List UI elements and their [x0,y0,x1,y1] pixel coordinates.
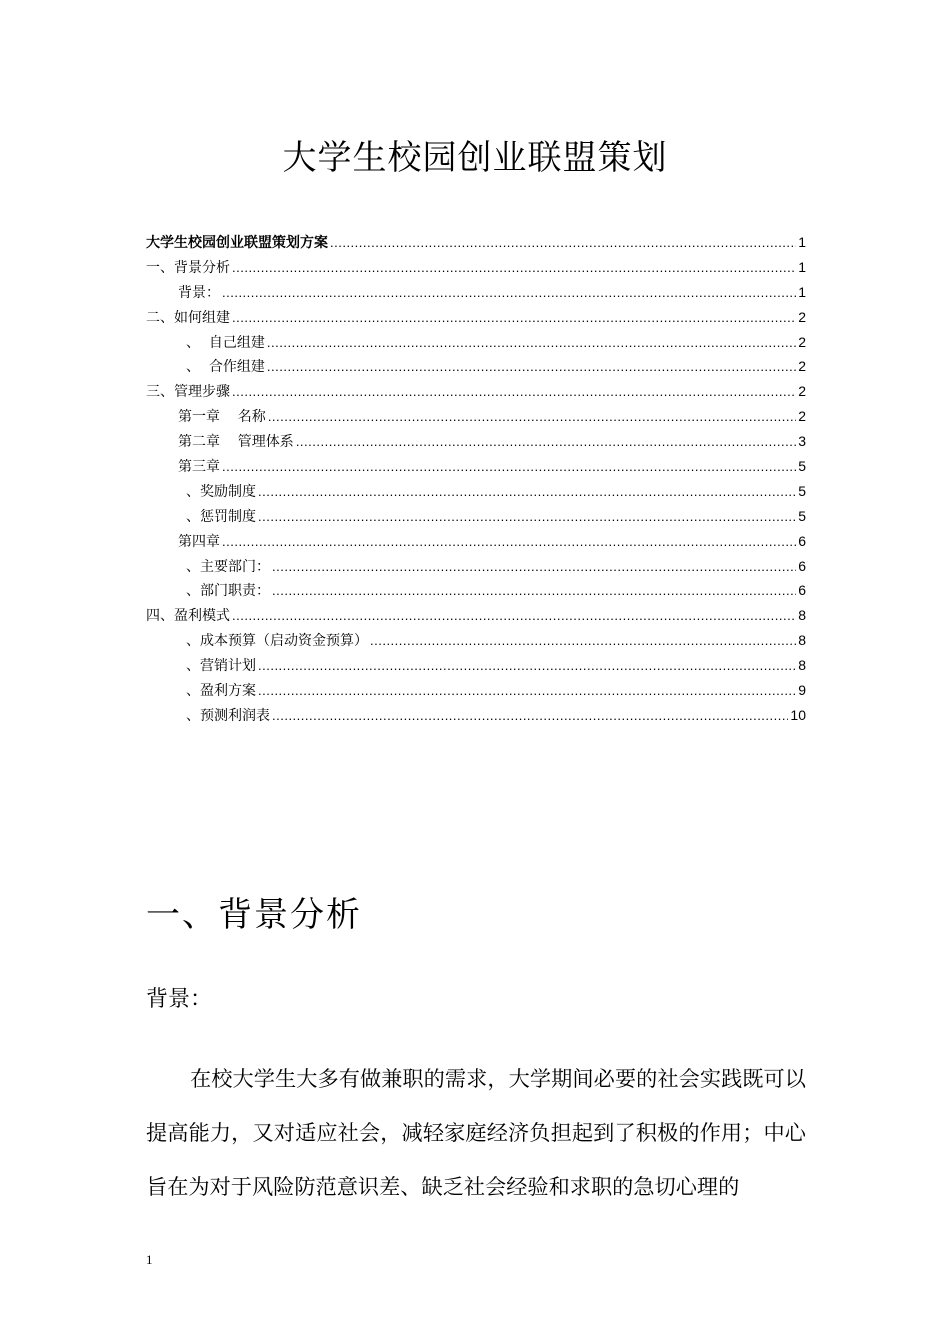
toc-dot-leader [232,604,796,629]
toc-entry[interactable] [146,330,806,355]
toc-entry-page: 8 [798,657,806,674]
toc-entry-text: 三、管理步骤 [146,384,230,401]
toc-entry-page: 2 [798,333,806,350]
toc-entry[interactable] [146,230,806,255]
toc-entry-page: 10 [790,706,806,723]
toc-dot-leader [258,480,796,505]
toc-entry-page: 6 [798,582,806,599]
page-number: 1 [146,1252,153,1267]
toc-entry-page: 1 [798,283,806,300]
toc-entry[interactable] [146,554,806,579]
toc-entry[interactable] [146,280,806,305]
toc-entry-page: 5 [798,458,806,475]
toc-entry[interactable] [146,504,806,529]
toc-dot-leader [258,505,796,530]
toc-dot-leader [370,629,796,654]
toc-entry[interactable] [146,628,806,653]
toc-entry[interactable] [146,429,806,454]
toc-dot-leader [267,331,796,356]
toc-entry[interactable] [146,305,806,330]
toc-entry-page: 3 [798,433,806,450]
toc-entry-text: 四、盈利模式 [146,608,230,625]
toc-entry[interactable] [146,479,806,504]
toc-dot-leader [258,654,796,679]
section-heading: 一、背景分析 [146,895,362,935]
toc-dot-leader [296,430,796,455]
toc-entry[interactable] [146,603,806,628]
toc-entry-page: 2 [798,308,806,325]
toc-dot-leader [330,231,796,256]
toc-entry-text: 、预测利润表 [186,707,270,724]
toc-dot-leader [272,579,796,604]
toc-entry-text: 、 合作组建 [186,359,265,376]
toc-entry-page: 1 [798,258,806,275]
toc-entry-text: 、奖励制度 [186,483,256,500]
toc-dot-leader [267,355,796,380]
toc-entry-text: 第一章 名称 [178,409,266,426]
toc-dot-leader [232,306,796,331]
toc-dot-leader [222,281,796,306]
toc-dot-leader [232,380,796,405]
toc-entry-text: 、惩罚制度 [186,508,256,525]
toc-entry-page: 2 [798,383,806,400]
toc-entry-page: 6 [798,557,806,574]
toc-entry-page: 5 [798,482,806,499]
sub-heading: 背景： [146,987,213,1012]
toc-entry-page: 1 [798,234,806,250]
toc-entry[interactable] [146,529,806,554]
toc-entry-text: 、盈利方案 [186,683,256,700]
toc-entry[interactable] [146,454,806,479]
body-paragraph: 在校大学生大多有做兼职的需求，大学期间必要的社会实践既可以提高能力，又对适应社会，减轻家庭经济负担起到了积极的作用；中心旨在为对于风险防范意识差、缺乏社会经验和求职的急切心理的 [146,1066,806,1199]
toc-entry[interactable] [146,578,806,603]
toc-entry[interactable] [146,678,806,703]
toc-entry[interactable] [146,255,806,280]
toc-entry-text: 第三章 [178,459,220,476]
toc-dot-leader [272,555,796,580]
toc-entry-text: 、主要部门： [186,558,270,575]
toc-entry-text: 大学生校园创业联盟策划方案 [146,235,328,251]
toc-entry-page: 6 [798,532,806,549]
toc-dot-leader [232,256,796,281]
toc-entry-text: 、成本预算（启动资金预算） [186,633,368,650]
toc-entry[interactable] [146,404,806,429]
toc-entry-text: 背景： [178,284,220,301]
toc-entry-text: 第二章 管理体系 [178,434,294,451]
toc-dot-leader [272,704,788,729]
toc-entry-page: 8 [798,632,806,649]
toc-dot-leader [258,679,796,704]
toc-dot-leader [268,405,796,430]
toc-entry[interactable] [146,703,806,728]
toc-entry-text: 、营销计划 [186,658,256,675]
toc-dot-leader [222,530,796,555]
toc-dot-leader [222,455,796,480]
document-title: 大学生校园创业联盟策划 [282,138,668,178]
toc-entry[interactable] [146,354,806,379]
toc-entry-page: 2 [798,358,806,375]
toc-entry-page: 9 [798,682,806,699]
toc-entry-page: 8 [798,607,806,624]
toc-entry[interactable] [146,379,806,404]
toc-entry-text: 、部门职责： [186,583,270,600]
table-of-contents [146,230,806,728]
toc-entry-text: 一、背景分析 [146,259,230,276]
toc-entry-text: 第四章 [178,533,220,550]
toc-entry-page: 5 [798,507,806,524]
toc-entry-text: 二、如何组建 [146,309,230,326]
toc-entry-text: 、 自己组建 [186,334,265,351]
toc-entry-page: 2 [798,408,806,425]
toc-entry[interactable] [146,653,806,678]
